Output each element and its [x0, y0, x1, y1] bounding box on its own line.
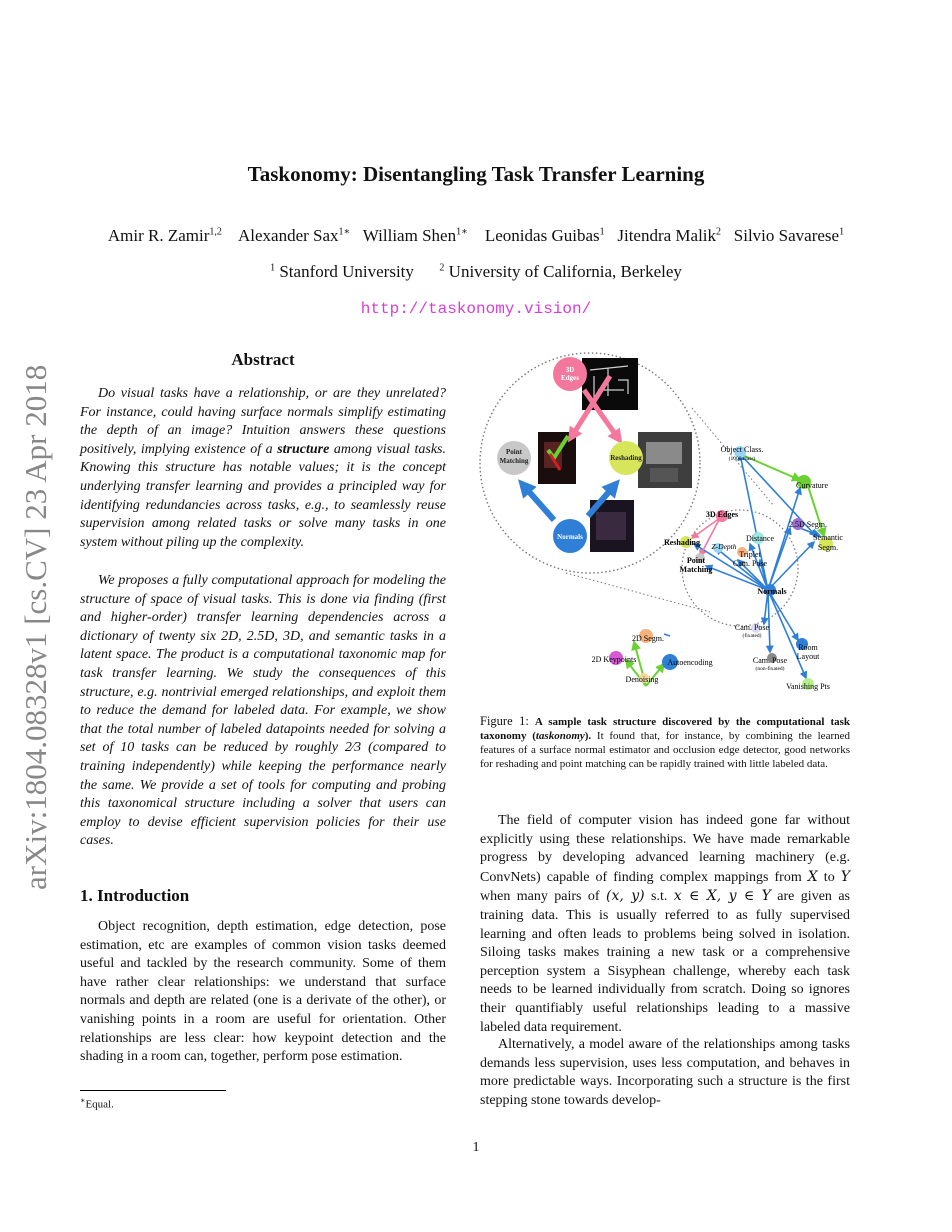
segm25d-label: 2.5D Segm.	[789, 520, 827, 529]
caption-text: It found that, for instance, by combining the learned features of a surface normal estimator and occlusion edge detector, good networks for reshading and point matching can be rapidly trained with little labeled data.	[480, 730, 850, 770]
edges3d-big-label: 3D	[565, 366, 575, 374]
point-big-label: Point	[506, 448, 522, 456]
body-text: are given as training data. This is usually referred to as fully supervised learning and often leads to problems being solved in isolation. Siloing tasks makes training a new task or a comprehensive perception system a Sisyphean challenge, whereby each task needs to be learned individually from scratch. Doing so ignores their quantifiably useful relationships leading to a massive labeled data requirement.	[480, 889, 850, 1035]
author: Amir R. Zamir	[107, 226, 210, 245]
caption-bold-italic: taskonomy	[535, 730, 585, 742]
affiliation: University of California, Berkeley	[448, 262, 682, 281]
body-text: s.t.	[644, 889, 674, 905]
intro-paragraph: Object recognition, depth estimation, edge detection, pose estimation, etc are examples of common vision tasks deemed useful and tackled by the research community. Some of them have rather clear relationships: we understand that surface normals and depth are related (one is a derivate of the other), or vanishing points in a room are useful for orientation. Other relationships are less clear: how keypoint detection and the shading in a room can, together, perform pose estimation.	[80, 919, 446, 1065]
abstract-text: Do visual tasks have a relationship, or are they unrelated? For instance, could having surface normals simplify estimating the depth of an image? Intuition answers these questions positively, implying existence of a	[80, 386, 446, 457]
normals-big-label: Normals	[557, 533, 583, 541]
affiliation-mark: 1	[270, 262, 276, 274]
author-affiliation-mark: 1	[599, 226, 605, 238]
section-heading: 1. Introduction	[80, 886, 190, 905]
room-label: Layout	[796, 652, 820, 661]
abstract-paragraph-2	[80, 572, 446, 851]
author: Silvio Savarese	[733, 226, 840, 245]
object-class-label: Object Class.	[720, 445, 764, 454]
footnote-rule	[80, 1090, 226, 1091]
author: Jitendra Malik	[617, 226, 717, 245]
body-paragraph	[480, 812, 850, 1037]
vanishing-label: Vanishing Pts	[786, 682, 830, 691]
abstract-emphasis: structure	[277, 441, 330, 457]
point-label: Point	[686, 556, 706, 565]
object-class-sublabel: (1000 class)	[728, 456, 756, 462]
figure-caption	[480, 714, 850, 771]
arxiv-identifier: arXiv:1804.08328v1 [cs.CV] 23 Apr 2018	[18, 364, 53, 890]
point-big-label: Matching	[499, 457, 529, 465]
math: X	[807, 868, 818, 885]
footnote-mark: ∗	[80, 1096, 86, 1105]
curvature-label: Curvature	[796, 481, 828, 490]
campose-nonfix-sublabel: (non-fixated)	[755, 666, 785, 672]
author-affiliation-mark: 1	[839, 226, 845, 238]
caption-label: Figure 1:	[480, 714, 529, 728]
affiliation-mark: 2	[439, 262, 445, 274]
body-paragraph: Alternatively, a model aware of the relationships among tasks demands less supervision, uses less computation, and behaves in more predictable ways. Incorporating such a structure is the first stepping stone towards develop-	[480, 1037, 850, 1108]
task-structure-figure	[478, 346, 854, 710]
author-affiliation-mark: 1,2	[209, 226, 222, 238]
edges3d-big-label: Edges	[561, 374, 579, 382]
graph-edge	[768, 590, 770, 652]
segm2d-label: 2D Segm.	[632, 634, 664, 643]
graph-edge	[768, 590, 798, 640]
campose-label: Cam. Pose	[732, 559, 768, 568]
abstract-heading: Abstract	[231, 350, 295, 369]
author: Leonidas Guibas	[484, 226, 600, 245]
footnote	[80, 1096, 114, 1111]
body-text: to	[817, 869, 841, 885]
semantic-label: Segm.	[817, 543, 839, 552]
body-text: when many pairs of	[480, 889, 607, 905]
edges3d-label: 3D Edges	[705, 510, 739, 519]
fraction: 2⁄3	[344, 740, 362, 756]
paper-title: Taskonomy: Disentangling Task Transfer Learning	[247, 162, 705, 186]
abstract-text: among visual tasks. Knowing this structure has notable values; it is the concept underlying transfer learning and provides a principled way for identifying redundancies across tasks, e.g., to seamlessly reuse supervision among related tasks or solve many tasks in one system without piling up the complexity.	[80, 441, 446, 550]
distance-label: Distance	[746, 534, 774, 543]
caption-bold: ).	[584, 730, 592, 742]
math: x ∈ X, y ∈ Y	[673, 888, 771, 905]
abstract-paragraph-1	[80, 385, 446, 552]
math: (x, y)	[606, 888, 645, 905]
body-text: The field of computer vision has indeed gone far without explicitly using these relationships. We have made remarkable progress by developing advanced learning machinery (e.g. ConvNets) capable of finding complex mappings from	[480, 813, 850, 885]
campose-fix-label: Cam. Pose	[734, 623, 770, 632]
reshading-big-label: Reshading	[610, 454, 642, 462]
reshading-thumbnail-detail	[646, 442, 682, 464]
author-affiliation-mark: 1∗	[456, 226, 468, 238]
point-label: Matching	[679, 565, 713, 574]
project-url-link[interactable]: http://taskonomy.vision/	[360, 300, 592, 318]
footnote-text: Equal.	[85, 1098, 114, 1111]
abstract-text: We proposes a fully computational approach for modeling the structure of space of visual tasks. This is done via finding (first and higher-order) transfer learning dependencies across a dictionary of twenty six 2D, 2.5D, 3D, and semantic tasks in a latent space. The product is a computational taxonomic map for task transfer learning. We study the consequences of this structure, e.g. nontrivial emerged relationships, and exploit them to reduce the demand for labeled data. For example, we show that the total number of labeled datapoints needed for solving a set of 10 tasks can be reduced by roughly	[80, 573, 446, 756]
graph-edge	[664, 634, 670, 636]
normals-thumbnail-detail	[596, 512, 626, 540]
author: Alexander Sax	[237, 226, 339, 245]
affiliation: Stanford University	[279, 262, 414, 281]
semantic-label: Semantic	[813, 533, 843, 542]
reshading-thumbnail-detail	[650, 468, 678, 482]
abstract-text: (compared to training independently) while keeping the performance nearly the same. We provide a set of tools for computing and probing this taxonomical structure including a solver that users can employ to devise efficient supervision policies for their use cases.	[80, 740, 446, 849]
autoencoding-label: Autoencoding	[667, 658, 713, 667]
campose-fix-sublabel: (fixated)	[742, 633, 762, 639]
caption-bold: A sample task structure discovered by the computational task taxonomy (	[480, 716, 851, 742]
reshading-label: Reshading	[663, 538, 701, 547]
normals-to-point-arrow	[524, 486, 554, 520]
graph-edge	[740, 454, 768, 590]
author-affiliation-mark: 2	[716, 226, 722, 238]
author-list	[0, 226, 952, 246]
affiliation-list	[0, 262, 952, 282]
author-affiliation-mark: 1∗	[338, 226, 351, 238]
room-label: Room	[798, 643, 818, 652]
campose-nonfix-label: Cam. Pose	[752, 656, 788, 665]
zdepth-label: Z-Depth	[711, 542, 737, 551]
denoising-label: Denoising	[625, 675, 659, 684]
math: Y	[840, 868, 851, 885]
normals-label: Normals	[757, 587, 787, 596]
author: William Shen	[362, 226, 457, 245]
triplet-label: Triplet	[739, 550, 761, 559]
page-number: 1	[472, 1140, 480, 1155]
zoom-connector	[566, 573, 710, 612]
keypoints2d-label: 2D Keypoints	[591, 655, 637, 664]
